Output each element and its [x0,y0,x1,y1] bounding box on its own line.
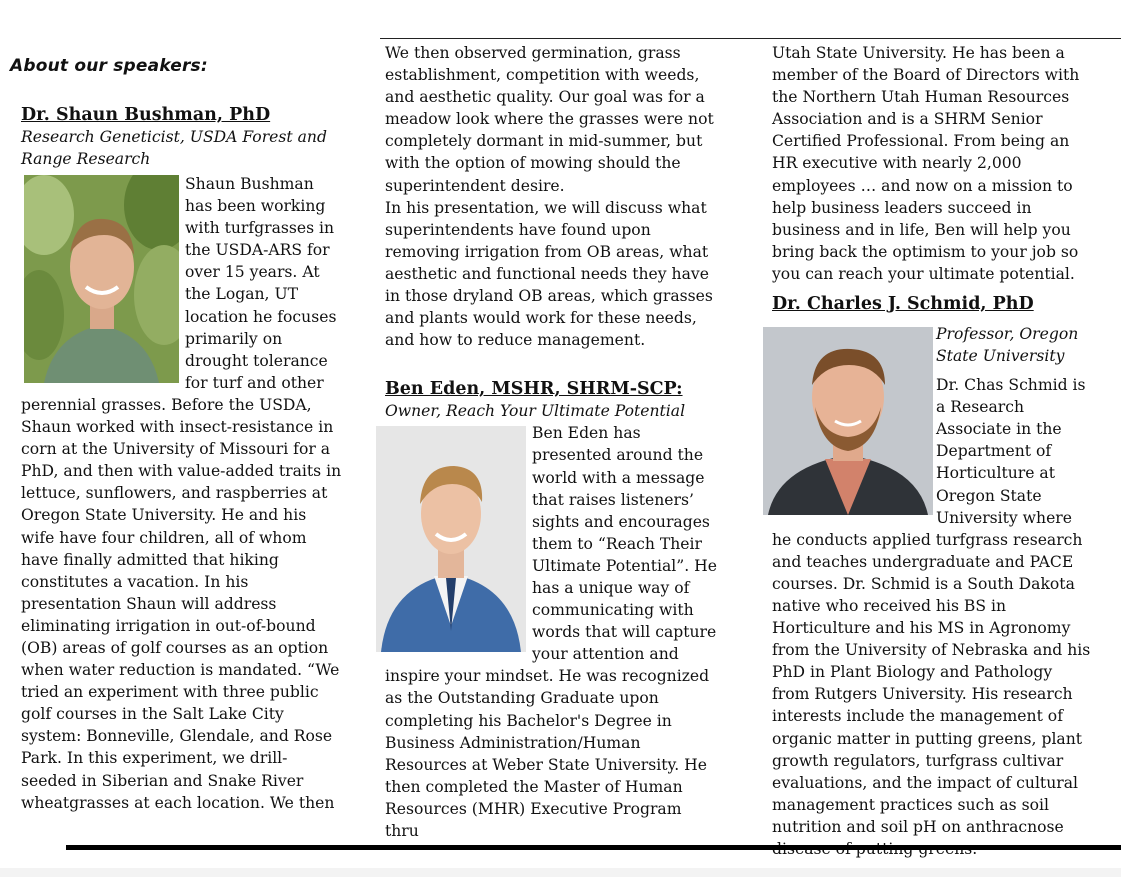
bio-bushman-continued: We then observed germination, grass establishment, competition with weeds, and aesthetic quality. Our goal was for a meadow look where the grasses were not completely dormant in mid-summer, but with the option of mowing should the superintendent desire. [385,44,714,195]
speaker-role-schmid: Professor, Oregon State University [936,325,1079,366]
column-1 [21,104,343,814]
portrait-photo-icon [24,175,179,383]
speaker-name-schmid: Dr. Charles J. Schmid, PhD [772,294,1034,315]
column-3 [772,42,1092,860]
bio-eden-continued: Utah State University. He has been a member of the Board of Directors with the Northern Utah Human Resources Association and is a SHRM Senior Certified Professional. From being an HR executive with nearly 2,000 employees … and now on a mission to help business leaders succeed in business and in life, Ben will help you bring back the optimism to your job so you can reach your ultimate potential. [772,44,1080,283]
portrait-photo-icon [763,327,933,515]
top-rule [380,38,1121,39]
portrait-photo-icon [376,426,526,652]
speaker-role-eden: Owner, Reach Your Ultimate Potential [385,402,686,421]
page-bottom-strip [0,868,1121,877]
column-2 [385,42,717,842]
bio-eden: Ben Eden has presented around the world with a message that raises listeners’ sights and encourages them to “Reach Their Ultimate Potential”. He has a unique way of communicating with words that will capture your attention and inspire your mindset. He was recognized as the Outstanding Graduate upon completing his Bachelor's Degree in Business Administration/Human Resources at Weber State University. He then completed the Master of Human Resources (MHR) Executive Program thru [385,424,717,840]
speaker-name-eden: Ben Eden, MSHR, SHRM-SCP: [385,379,683,400]
speaker-name-bushman: Dr. Shaun Bushman, PhD [21,105,271,125]
bio-schmid: Dr. Chas Schmid is a Research Associate in the Department of Horticulture at Oregon State University where he conducts applied turfgrass research and teaches undergraduate and PACE courses. Dr. Schmid is a South Dakota native who received his BS in Horticulture and his MS in Agronomy from the University of Nebraska and his PhD in Plant Biology and Pathology from Rutgers University. His research interests include the management of organic matter in putting greens, plant growth regulators, turfgrass cultivar evaluations, and the impact of cultural management practices such as soil nutrition and soil pH on anthracnose [772,376,1091,836]
bottom-rule [66,845,1121,850]
speaker-role-bushman: Research Geneticist, USDA Forest and Range Research [21,128,327,168]
bio-bushman: Shaun Bushman has been working with turfgrasses in the USDA-ARS for over 15 years. At the Logan, UT location he focuses primarily on drought tolerance for turf and other perennial grasses. Before the USDA, Shaun worked with insect-resistance in corn at the University of Missouri for a PhD, and then with value-added traits in lettuce, sunflowers, and raspberries at Oregon State University. He and his wife have four children, all of whom have finally admitted that hiking constitutes a vacation. In his presentation Shaun will address eliminating irrigation in out-of-bound (OB) areas of golf courses as an option when water reduction is mandated. “We tried an experiment with three public golf courses in the Salt Lake City system: Bonneville, Glendale, and Rose Park. In this experiment, we drill-seeded in Siberian and Snake River wheatgrasses at each location. We then [21,175,342,812]
section-heading: About our speakers: [10,56,208,76]
bio-bushman-presentation: In his presentation, we will discuss what superintendents have found upon removing irrigation from OB areas, what aesthetic and functional needs they have in those dryland OB areas, which grasses and plants would work for these needs, and how to reduce management. [385,198,713,350]
